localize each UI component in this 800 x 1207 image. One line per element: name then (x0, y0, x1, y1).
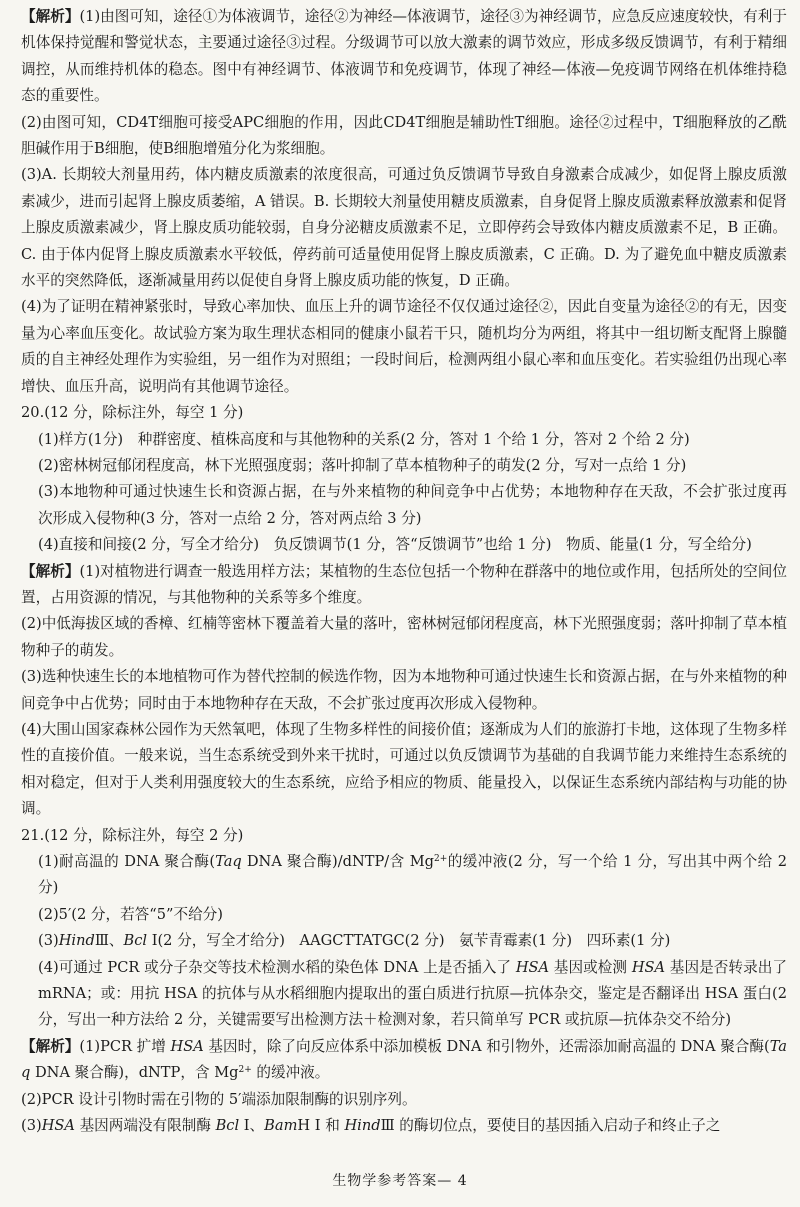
q21-analysis-1: 【解析】(1)PCR 扩增 HSA 基因时，除了向反应体系中添加模板 DNA 和引物外，还需添加耐高温的 DNA 聚合酶(Taq DNA 聚合酶)，dNTP，含 $Mg^{2+}$ 的缓冲液。 (21, 1037, 788, 1082)
answer-content (21, 4, 787, 1139)
q19-analysis-3: (3)A. 长期较大剂量用药，体内糖皮质激素的浓度很高，可通过负反馈调节导致自身激素合成减少，如促肾上腺皮质激素减少，进而引起肾上腺皮质萎缩，A 错误。B. 长期较大剂量使用糖皮质激素，自身促肾上腺皮质激素释放激素和促肾上腺皮质激素减少，肾上腺皮质功能较弱，自身分泌糖皮质激素不足，立即停药会导致体内糖皮质激素不足，B 正确。C. 由于体内促肾上腺皮质激素水平较低，停药前可适量使用促肾上腺皮质激素，C 正确。D. 为了避免血中糖皮质激素水平的突然降低，逐渐减量用药以促使自身肾上腺皮质功能的恢复，D 正确。 (21, 166, 787, 290)
q21-answer-1: (1)耐高温的 DNA 聚合酶(Taq DNA 聚合酶)/dNTP/含 $Mg^{2+}$的缓冲液(2 分，写一个给 1 分，写出其中两个给 2 分) (38, 853, 788, 897)
q20-answer-3: (3)本地物种可通过快速生长和资源占据，在与外来植物的种间竞争中占优势；本地物种存在天敌，不会扩张过度再次形成入侵物种(3 分，答对一点给 2 分，答对两点给 3 分) (38, 483, 787, 527)
q21-header: 21.(12 分，除标注外，每空 2 分) (21, 826, 244, 844)
q19-analysis-1: 【解析】(1)由图可知，途径①为体液调节，途径②为神经—体液调节，途径③为神经调节，应急反应速度较快，有利于机体保持觉醒和警觉状态，主要通过途径③过程。分级调节可以放大激素的调节效应，形成多级反馈调节，有利于精细调控，从而维持机体的稳态。图中有神经调节、体液调节和免疫调节，体现了神经—体液—免疫调节网络在机体维持稳态的重要性。 (21, 8, 787, 105)
analysis-label: 【解析】 (21, 1037, 80, 1055)
q21-answer-4: (4)可通过 PCR 或分子杂交等技术检测水稻的染色体 DNA 上是否插入了 HSA 基因或检测 HSA 基因是否转录出了 mRNA；或：用抗 HSA 的抗体与从水稻细胞内提取出的蛋白质进行抗原—抗体杂交，鉴定是否翻译出 HSA 蛋白(2 分，写出一种方法给 2 分，关键需要写出检测方法＋检测对象，若只简单写 PCR 或抗原—抗体杂交不给分) (38, 958, 788, 1029)
q21-analysis-3: (3)HSA 基因两端没有限制酶 Bcl Ⅰ、BamH Ⅰ 和 HindⅢ 的酶切位点，要使目的基因插入启动子和终止子之 (21, 1117, 721, 1135)
q20-analysis-2: (2)中低海拔区域的香樟、红楠等密林下覆盖着大量的落叶，密林树冠郁闭程度高，林下光照强度弱；落叶抑制了草本植物种子的萌发。 (21, 615, 787, 659)
page-footer: 生物学参考答案— 4 (332, 1173, 468, 1189)
q20-header: 20.(12 分，除标注外，每空 1 分) (21, 404, 244, 422)
q20-analysis-3: (3)选种快速生长的本地植物可作为替代控制的候选作物，因为本地物种可通过快速生长和资源占据，在与外来植物的种间竞争中占优势；同时由于本地物种存在天敌，不会扩张过度再次形成入侵物种。 (21, 668, 787, 712)
analysis-label: 【解析】 (21, 562, 80, 580)
q20-answer-4: (4)直接和间接(2 分，写全才给分) 负反馈调节(1 分，答“反馈调节”也给 1 分) 物质、能量(1 分，写全给分) (38, 536, 752, 554)
q20-answer-2: (2)密林树冠郁闭程度高，林下光照强度弱；落叶抑制了草本植物种子的萌发(2 分，写对一点给 1 分) (38, 456, 687, 474)
q21-answer-2: (2)5′(2 分，若答“5”不给分) (38, 905, 223, 923)
q21-answer-3: (3)HindⅢ、Bcl Ⅰ(2 分，写全才给分) AAGCTTATGC(2 分) 氨苄青霉素(1 分) 四环素(1 分) (38, 932, 671, 950)
q20-analysis-1: 【解析】(1)对植物进行调查一般选用样方法；某植物的生态位包括一个物种在群落中的地位或作用，包括所处的空间位置，占用资源的情况，与其他物种的关系等多个维度。 (21, 562, 787, 606)
q21-analysis-2: (2)PCR 设计引物时需在引物的 5′端添加限制酶的识别序列。 (21, 1090, 417, 1108)
q20-answer-1: (1)样方(1分) 种群密度、植株高度和与其他物种的关系(2 分，答对 1 个给 1 分，答对 2 个给 2 分) (38, 430, 690, 448)
analysis-label: 【解析】 (21, 8, 80, 25)
q20-analysis-4: (4)大围山国家森林公园作为天然氧吧，体现了生物多样性的间接价值；逐渐成为人们的旅游打卡地，这体现了生物多样性的直接价值。一般来说，当生态系统受到外来干扰时，可通过以负反馈调节为基础的自我调节能力来维持生态系统的相对稳定，但对于人类利用强度较大的生态系统，应给予相应的物质、能量投入，以保证生态系统内部结构与功能的协调。 (21, 720, 787, 818)
q19-analysis-4: (4)为了证明在精神紧张时，导致心率加快、血压上升的调节途径不仅仅通过途径②，因此自变量为途径②的有无，因变量为心率血压变化。故试验方案为取生理状态相同的健康小鼠若干只，随机均分为两组，将其中一组切断支配肾上腺髓质的自主神经处理作为实验组，另一组作为对照组；一段时间后，检测两组小鼠心率和血压变化。若实验组仍出现心率增快、血压升高，说明尚有其他调节途径。 (21, 298, 787, 395)
q19-analysis-2: (2)由图可知，CD4T细胞可接受APC细胞的作用，因此CD4T细胞是辅助性T细胞。途径②过程中，T细胞释放的乙酰胆碱作用于B细胞，使B细胞增殖分化为浆细胞。 (21, 113, 787, 158)
